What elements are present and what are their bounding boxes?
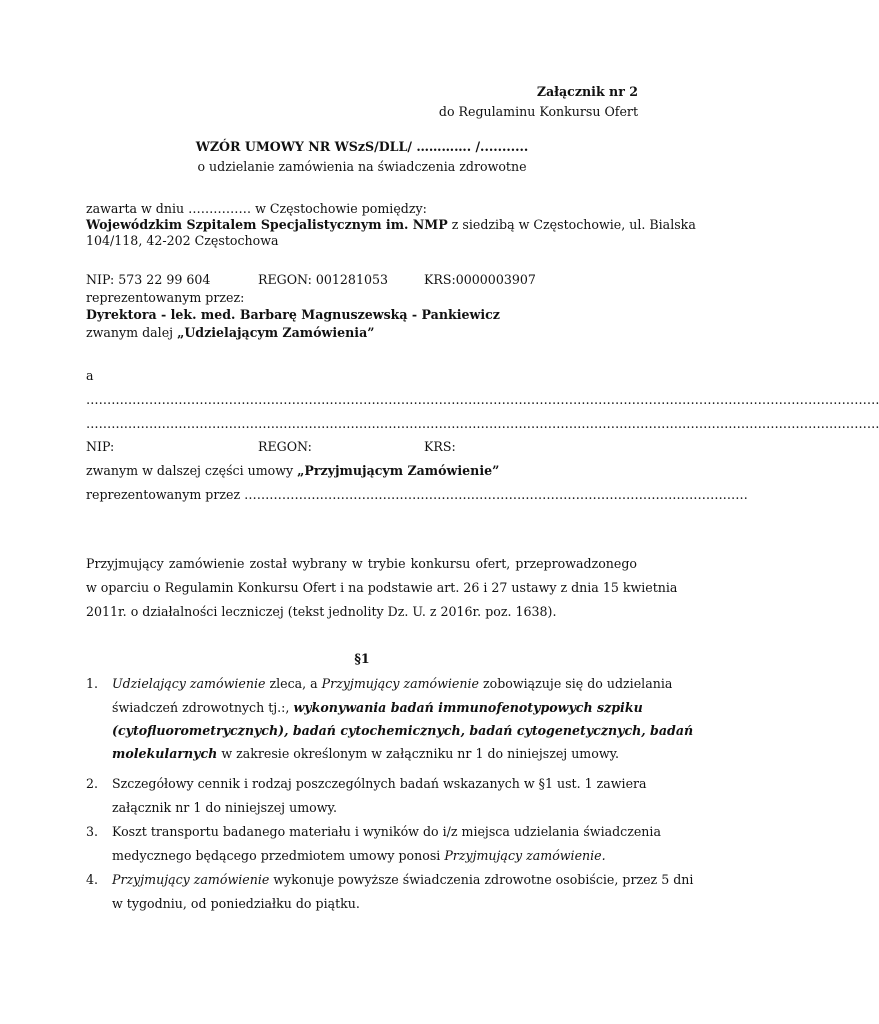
party1-address: z siedzibą w Częstochowie, ul. Bialska bbox=[451, 217, 696, 232]
item-1-text-c: świadczeń zdrowotnych tj.:, bbox=[112, 700, 290, 715]
party1-krs: KRS:0000003907 bbox=[424, 272, 536, 287]
item-1-line-2 bbox=[112, 700, 643, 716]
party1-called-line bbox=[86, 325, 374, 341]
item-1-scope-d: molekularnych bbox=[112, 746, 218, 761]
item-4-party: Przyjmujący zamówienie bbox=[112, 872, 270, 887]
contract-title: WZÓR UMOWY NR WSzS/DLL/ …………. /........... bbox=[195, 139, 529, 154]
party1-director: Dyrektora - lek. med. Barbarę Magnuszewską - Pankiewicz bbox=[86, 307, 500, 322]
item-2-line-1: Szczegółowy cennik i rodzaj poszczególnych badań wskazanych w §1 ust. 1 zawiera bbox=[112, 776, 647, 791]
item-3-text: medycznego będącego przedmiotem umowy ponosi bbox=[112, 848, 441, 863]
item-1-party-przyjmujacy: Przyjmujący zamówienie bbox=[321, 676, 479, 691]
party1-address-line2: 104/118, 42-202 Częstochowa bbox=[86, 233, 279, 248]
contract-subtitle: o udzielanie zamówienia na świadczenia zdrowotne bbox=[197, 159, 527, 174]
item-4-line-2: w tygodniu, od poniedziałku do piątku. bbox=[112, 896, 360, 911]
annex-title: Załącznik nr 2 bbox=[536, 84, 638, 99]
intro-line-2: w oparciu o Regulamin Konkursu Ofert i na podstawie art. 26 i 27 ustawy z dnia 15 kwietnia bbox=[86, 580, 678, 595]
contract-date-line: zawarta w dniu …………… w Częstochowie pomiędzy: bbox=[86, 201, 427, 216]
item-2-number: 2. bbox=[86, 776, 99, 791]
item-4-text: wykonuje powyższe świadczenia zdrowotne osobiście, przez 5 dni bbox=[273, 872, 694, 887]
party2-represented: reprezentowanym przez ………………………………………………………………………………………………………… bbox=[86, 487, 748, 502]
item-1-text-b: zobowiązuje się do udzielania bbox=[483, 676, 673, 691]
party2-regon: REGON: bbox=[258, 439, 312, 454]
party1-called-name: „Udzielającym Zamówienia” bbox=[177, 325, 375, 340]
party2-called-prefix: zwanym w dalszej części umowy bbox=[86, 463, 294, 478]
party2-nip: NIP: bbox=[86, 439, 115, 454]
item-4-line-1 bbox=[112, 872, 694, 888]
item-3-line-2 bbox=[112, 848, 606, 864]
intro-line-1: Przyjmujący zamówienie został wybrany w trybie konkursu ofert, przeprowadzonego bbox=[86, 556, 637, 571]
annex-subtitle: do Regulaminu Konkursu Ofert bbox=[438, 104, 638, 119]
item-4-number: 4. bbox=[86, 872, 99, 887]
party2-called-name: „Przyjmującym Zamówienie” bbox=[297, 463, 500, 478]
item-3-line-1: Koszt transportu badanego materiału i wyników do i/z miejsca udzielania świadczenia bbox=[112, 824, 661, 839]
item-1-party-udzielajacy: Udzielający zamówienie bbox=[112, 676, 266, 691]
item-1-scope-a: wykonywania badań immunofenotypowych szpiku bbox=[293, 700, 643, 715]
item-1-number: 1. bbox=[86, 676, 99, 691]
party2-called-line bbox=[86, 463, 499, 479]
item-1-line-4 bbox=[112, 746, 619, 762]
item-1-text-d: w zakresie określonym w załączniku nr 1 do niniejszej umowy. bbox=[221, 746, 620, 761]
party2-blank-line-2: ……………………………………………………………………………………………………………………………………………………………………… bbox=[86, 416, 879, 431]
item-3-party: Przyjmujący zamówienie. bbox=[444, 848, 606, 863]
item-3-number: 3. bbox=[86, 824, 99, 839]
item-1-text-a: zleca, a bbox=[269, 676, 318, 691]
section-1-heading: §1 bbox=[354, 651, 370, 666]
and-word: a bbox=[86, 368, 94, 383]
item-1-line-3: (cytofluorometrycznych), badań cytochemicznych, badań cytogenetycznych, badań bbox=[112, 723, 694, 738]
party2-krs: KRS: bbox=[424, 439, 456, 454]
party1-called-prefix: zwanym dalej bbox=[86, 325, 174, 340]
party1-nip: NIP: 573 22 99 604 bbox=[86, 272, 211, 287]
party2-blank-line-1: ……………………………………………………………………………………………………………………………………………………………………… bbox=[86, 392, 879, 407]
item-1-line-1 bbox=[112, 676, 673, 692]
party1-name: Wojewódzkim Szpitalem Specjalistycznym im. NMP bbox=[86, 217, 448, 232]
intro-line-3: 2011r. o działalności leczniczej (tekst jednolity Dz. U. z 2016r. poz. 1638). bbox=[86, 604, 557, 619]
item-2-line-2: załącznik nr 1 do niniejszej umowy. bbox=[112, 800, 337, 815]
party1-name-line bbox=[86, 217, 696, 233]
party1-represented: reprezentowanym przez: bbox=[86, 290, 245, 305]
party1-regon: REGON: 001281053 bbox=[258, 272, 388, 287]
